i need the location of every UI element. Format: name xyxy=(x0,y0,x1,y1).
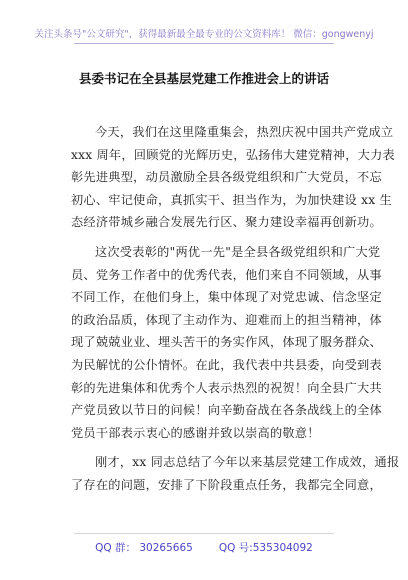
paragraph-line: 彰先进典型，动员激励全县各级党组织和广大党员，不忘 xyxy=(71,170,382,185)
paragraph-1 xyxy=(71,121,395,234)
paragraph-line: 这次受表彰的"两优一先"是全县各级党组织和广大党 xyxy=(95,245,381,259)
paragraph-line: 不同工作，在他们身上，集中体现了对党忠诚、信念坚定 xyxy=(71,290,382,305)
header-promo-text: 关注头条号"公文研究"，获得最新最全最专业的公文资料库！ 微信：gongwenyj xyxy=(34,29,374,40)
header-divider xyxy=(74,43,334,44)
paragraph-line: 的政治品质，体现了主动作为、迎难而上的担当精神，体 xyxy=(71,312,382,327)
footer-contact xyxy=(0,540,408,555)
paragraph-2 xyxy=(71,241,382,444)
paragraph-line: 初心、牢记使命，真抓实干、担当作为，为加快建设 xx 生 xyxy=(71,192,392,207)
paragraph-line: 员、党务工作者中的优秀代表，他们来自不同领域，从事 xyxy=(71,267,382,282)
document-title: 县委书记在全县基层党建工作推进会上的讲话 xyxy=(78,71,329,86)
paragraph-3 xyxy=(71,451,400,496)
paragraph-line: 产党员致以节日的问候！向辛勤奋战在各条战线上的全体 xyxy=(71,403,382,418)
paragraph-line: 党员干部表示衷心的感谢并致以崇高的敬意！ xyxy=(71,425,320,440)
paragraph-line: 彰的先进集体和优秀个人表示热烈的祝贺！向全县广大共 xyxy=(71,380,382,395)
paragraph-line: 态经济带城乡融合发展先行区、聚力建设幸福再创新功。 xyxy=(71,215,382,230)
footer-qq-number: QQ 号:535304092 xyxy=(218,542,313,554)
paragraph-line: 今天，我们在这里隆重集会，热烈庆祝中国共产党成立 xyxy=(95,125,394,139)
paragraph-line: 了存在的问题，安排了下阶段重点任务，我都完全同意， xyxy=(71,477,382,492)
paragraph-line: 现了兢兢业业、埋头苦干的务实作风，体现了服务群众、 xyxy=(71,335,382,350)
paragraph-line: xxx 周年，回顾党的光辉历史，弘扬伟大建党精神，大力表 xyxy=(71,147,395,162)
footer-divider xyxy=(74,533,334,534)
paragraph-line: 刚才，xx 同志总结了今年以来基层党建工作成效，通报 xyxy=(95,455,400,469)
footer-qq-group: QQ 群： 30265665 xyxy=(95,542,193,554)
paragraph-line: 为民解忧的公仆情怀。在此，我代表中共县委，向受到表 xyxy=(71,357,382,372)
